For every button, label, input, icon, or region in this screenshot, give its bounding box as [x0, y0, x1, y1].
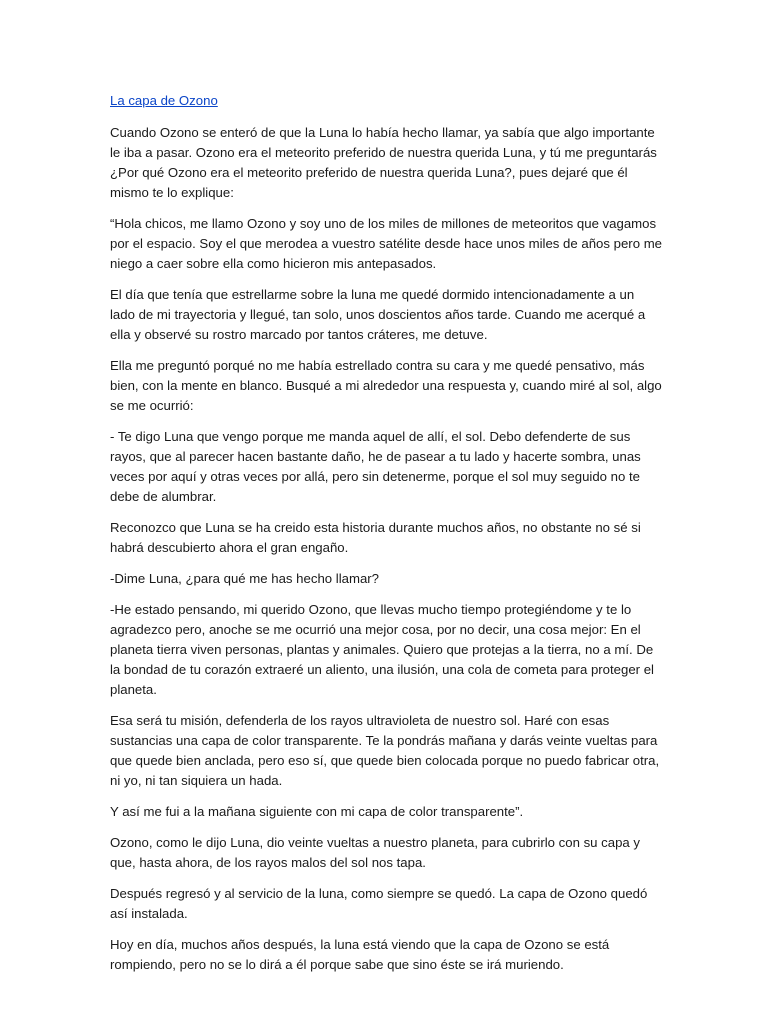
paragraph: Después regresó y al servicio de la luna, como siempre se quedó. La capa de Ozono quedó así instalada. — [110, 886, 648, 921]
paragraph: -Dime Luna, ¿para qué me has hecho llamar? — [110, 571, 380, 586]
paragraph: Y así me fui a la mañana siguiente con mi capa de color transparente”. — [110, 804, 524, 819]
paragraph: Hoy en día, muchos años después, la luna está viendo que la capa de Ozono se está rompiendo, pero no se lo dirá a él porque sabe que sino éste se irá muriendo. — [110, 937, 610, 972]
paragraph: “Hola chicos, me llamo Ozono y soy uno de los miles de millones de meteoritos que vagamos por el espacio. Soy el que merodea a vuestro satélite desde hace unos miles de años pero me niego a caer sobre ella como hicieron mis antepasados. — [110, 216, 663, 271]
paragraph: Reconozco que Luna se ha creido esta historia durante muchos años, no obstante no sé si habrá descubierto ahora el gran engaño. — [110, 520, 641, 555]
paragraph: Ella me preguntó porqué no me había estrellado contra su cara y me quedé pensativo, más bien, con la mente en blanco. Busqué a mi alrededor una respuesta y, cuando miré al sol, algo se me ocurrió: — [110, 358, 662, 413]
paragraph: -He estado pensando, mi querido Ozono, que llevas mucho tiempo protegiéndome y te lo agradezco pero, anoche se me ocurrió una mejor cosa, por no decir, una cosa mejor: En el planeta tierra viven personas, plantas y animales. Quiero que protejas a la tierra, no a mí. De la bondad de tu corazón extraeré un aliento, una ilusión, una cola de cometa para proteger el planeta. — [110, 602, 654, 697]
document-body — [110, 91, 662, 986]
paragraph: Ozono, como le dijo Luna, dio veinte vueltas a nuestro planeta, para cubrirlo con su capa y que, hasta ahora, de los rayos malos del sol nos tapa. — [110, 835, 641, 870]
paragraph: - Te digo Luna que vengo porque me manda aquel de allí, el sol. Debo defenderte de sus rayos, que al parecer hacen bastante daño, he de pasear a tu lado y hacerte sombra, unas veces por aquí y otras veces por allá, pero sin detenerme, porque el sol muy seguido no te debe de alumbrar. — [110, 429, 641, 504]
paragraph: El día que tenía que estrellarme sobre la luna me quedé dormido intencionadamente a un lado de mi trayectoria y llegué, tan solo, unos doscientos años tarde. Cuando me acerqué a ella y observé su rostro marcado por tantos cráteres, me detuve. — [110, 287, 646, 342]
paragraph: Cuando Ozono se enteró de que la Luna lo había hecho llamar, ya sabía que algo importante le iba a pasar. Ozono era el meteorito preferido de nuestra querida Luna, y tú me preguntarás ¿Por qué Ozono era el meteorito preferido de nuestra querida Luna?, pues dejaré que él mismo te lo explique: — [110, 125, 657, 200]
paragraph: Esa será tu misión, defenderla de los rayos ultravioleta de nuestro sol. Haré con esas sustancias una capa de color transparente. Te la pondrás mañana y darás veinte vueltas para que quede bien anclada, pero eso sí, que quede bien colocada porque no puedo fabricar otra, ni yo, ni tan siquiera un hada. — [110, 713, 660, 788]
document-title-link[interactable]: La capa de Ozono — [110, 93, 218, 108]
